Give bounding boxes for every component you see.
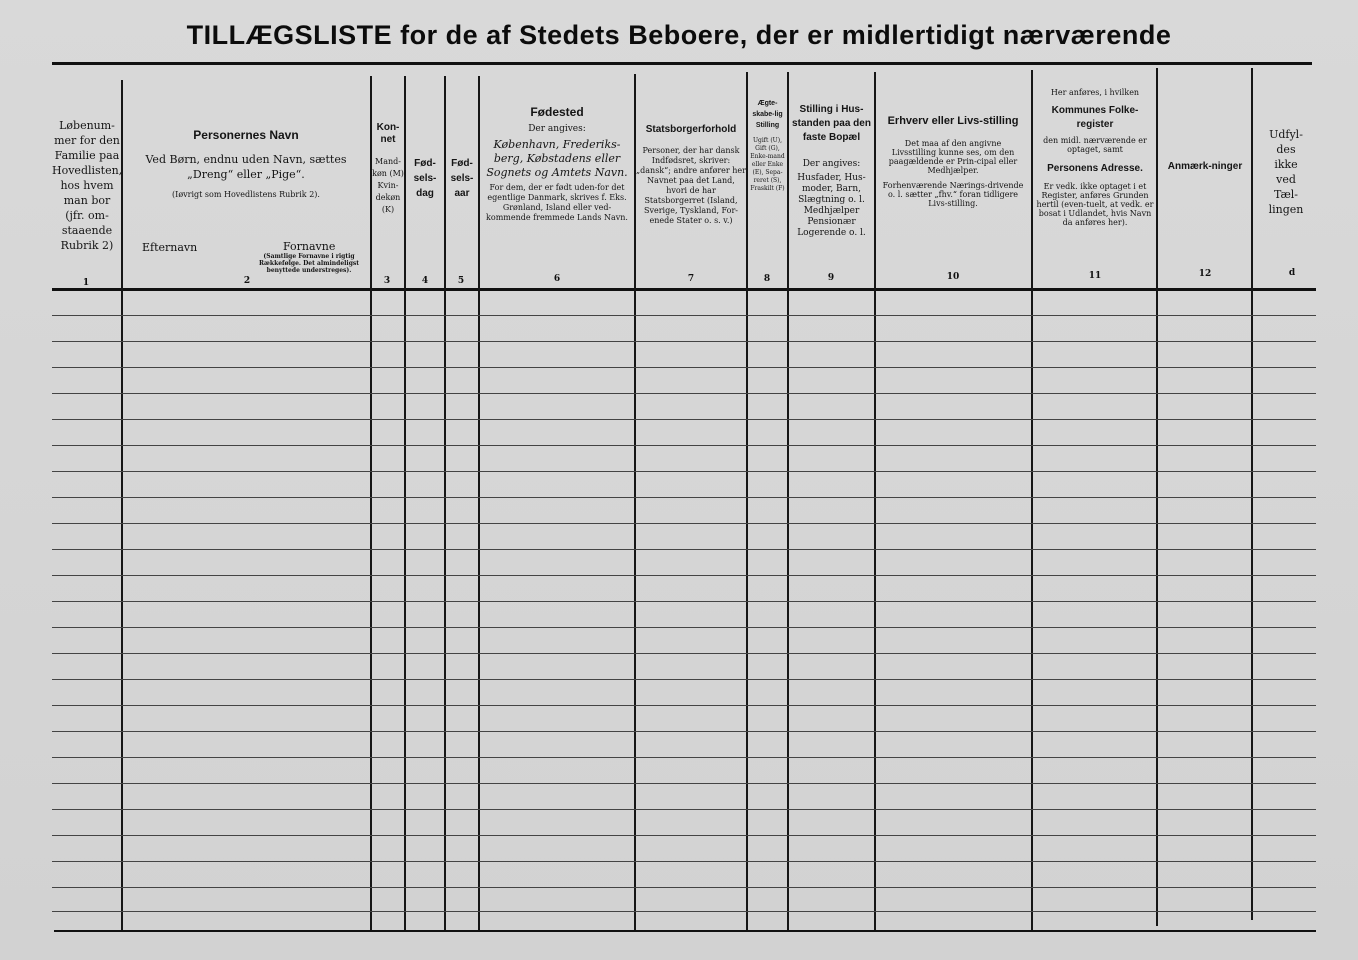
ruled-row [52,887,1316,888]
col3-heading: Kon-net [376,122,400,145]
col11-sub: den midl. nærværende er optaget, samt [1043,135,1147,154]
column-3-header [372,122,404,216]
top-rule [52,62,1312,65]
ruled-row [52,627,1316,628]
column-number: 4 [421,276,429,286]
ruled-row [52,445,1316,446]
column-4-header [406,156,444,201]
cold-line: ikke [1274,158,1298,171]
column-8-header [748,98,787,193]
ruled-row [52,679,1316,680]
header-bottom-rule [52,288,1316,291]
column-number: 6 [553,274,561,284]
col10-heading: Erhverv eller Livs-stilling [887,115,1019,127]
col6-heading: Fødested [530,105,584,119]
col3-text: Mand-køn (M) Kvin-dekøn (K) [372,157,404,214]
ruled-row [52,523,1316,524]
column-number: d [1288,268,1296,278]
col11-heading: Kommunes Folke-register [1051,104,1139,130]
ruled-row [52,393,1316,394]
ruled-row [52,835,1316,836]
col1-line: mer for den [54,134,120,147]
ruled-row [52,575,1316,576]
col9-heading: Stilling i Hus-standen paa den faste Bopæl [792,104,871,143]
col1-line: man bor [63,194,111,207]
column-number: 11 [1088,271,1102,281]
ruled-row [52,861,1316,862]
column-number: 3 [383,276,391,286]
col1-line: hos hvem [60,179,114,192]
column-10-header [882,113,1024,208]
column-number: 9 [827,273,835,283]
col-divider [746,72,748,930]
ruled-row [52,705,1316,706]
col7-text: Personer, der har dansk Indfødsret, skriver: „dansk“; andre anfører her Navnet paa det Land, hvori de har Statsborgerret (Island, Sverige, Tyskland, For-enede Stater o. s. v.) [636,146,746,225]
column-12-header [1162,160,1248,174]
col7-heading: Statsborgerforhold [645,124,737,135]
col11-heading2: Personens Adresse. [1047,162,1143,174]
col1-line: Løbenum- [59,119,115,132]
ruled-row [52,341,1316,342]
col12-heading: Anmærk-ninger [1167,161,1243,172]
cold-line: Tæl- [1273,188,1299,201]
col5-heading: Fød-sels-aar [450,158,474,199]
col4-heading: Fød-sels-dag [413,158,437,199]
cold-line: Udfyl- [1269,128,1303,141]
col6-sub: Der angives: [528,124,586,135]
cold-line: ved [1276,173,1296,186]
col1-line: staaende [61,224,113,237]
ruled-row [52,757,1316,758]
col8-text: Ugift (U), Gift (G), Enke-mand eller Enke (E), Sepa-reret (S), Fraskilt (F) [750,137,785,192]
col11-note: Er vedk. ikke optaget i et Register, anføres Grunden hertil (even-tuelt, at vedk. er bosat i Udlandet, hvis Navn da anføres her). [1036,181,1154,227]
column-number: 12 [1198,269,1212,279]
ruled-row [52,731,1316,732]
ruled-row [52,497,1316,498]
col9-text: Husfader, Hus-moder, Barn, Slægtning o. l. Medhjælper Pensionær Logerende o. l. [797,172,866,238]
col1-line: Hovedlisten, [52,164,123,177]
col8-heading: Ægte-skabe-lig Stilling [752,100,783,129]
ruled-row [52,471,1316,472]
col1-line: (jfr. om- [65,209,109,222]
ruled-row [52,911,1316,912]
col-divider [478,76,480,930]
column-number: 5 [457,276,465,286]
col2-note: (Iøvrigt som Hovedlistens Rubrik 2). [172,190,320,200]
col10-note: Forhenværende Nærings-drivende o. l. sætter „fhv.“ foran tidligere Livs-stilling. [882,181,1024,208]
cold-line: des [1276,143,1296,156]
col2-sub-efternavn: Efternavn [142,241,198,254]
column-9-header [789,103,874,239]
ruled-row [52,783,1316,784]
ruled-row [52,549,1316,550]
col2-text: Ved Børn, endnu uden Navn, sættes „Dreng“ eller „Pige“. [145,153,347,182]
ruled-row [52,315,1316,316]
bottom-rule [54,930,1316,932]
col-divider [444,76,446,930]
column-number: 2 [243,276,251,286]
col2-sub-fornavne: Fornavne [283,240,336,253]
column-7-header [636,124,746,226]
col6-text: København, Frederiks-berg, Købstadens eller Sognets og Amtets Navn. [486,138,628,180]
column-number: 7 [687,274,695,284]
column-2-header [124,128,368,200]
ruled-row [52,653,1316,654]
column-1-header [52,118,122,253]
column-number: 1 [82,278,90,288]
col2-sub-fornavne-note: (Samtlige Fornavne i rigtig Rækkefølge. Det almindeligst benyttede understreges). [258,253,360,274]
form-title: TILLÆGSLISTE for de af Stedets Beboere, der er midlertidigt nærværende [186,20,1172,50]
ruled-row [52,809,1316,810]
ruled-row [52,419,1316,420]
ruled-row [52,367,1316,368]
col-divider [874,72,876,930]
col1-line: Rubrik 2) [60,239,114,252]
col2-heading: Personernes Navn [193,128,299,142]
column-d-header [1256,127,1316,217]
col-divider [1251,68,1253,920]
ruled-row [52,601,1316,602]
col-divider [1031,70,1033,930]
column-6-header [482,105,632,223]
col9-sub: Der angives: [802,159,861,169]
col6-note: For dem, der er født uden-for det egentlige Danmark, skrives f. Eks. Grønland, Island eller ved-kommende fremmede Lands Navn. [486,183,628,223]
col10-text: Det maa af den angivne Livsstilling kunne ses, om den paagældende er Prin-cipal eller Medhjælper. [888,139,1018,175]
column-number: 8 [763,274,771,284]
column-5-header [446,156,478,201]
col1-line: Familie paa [54,149,120,162]
column-11-header [1035,88,1155,227]
cold-line: lingen [1268,203,1304,216]
column-number: 10 [946,272,960,282]
col11-pre: Her anføres, i hvilken [1050,88,1140,97]
col-divider [404,76,406,930]
